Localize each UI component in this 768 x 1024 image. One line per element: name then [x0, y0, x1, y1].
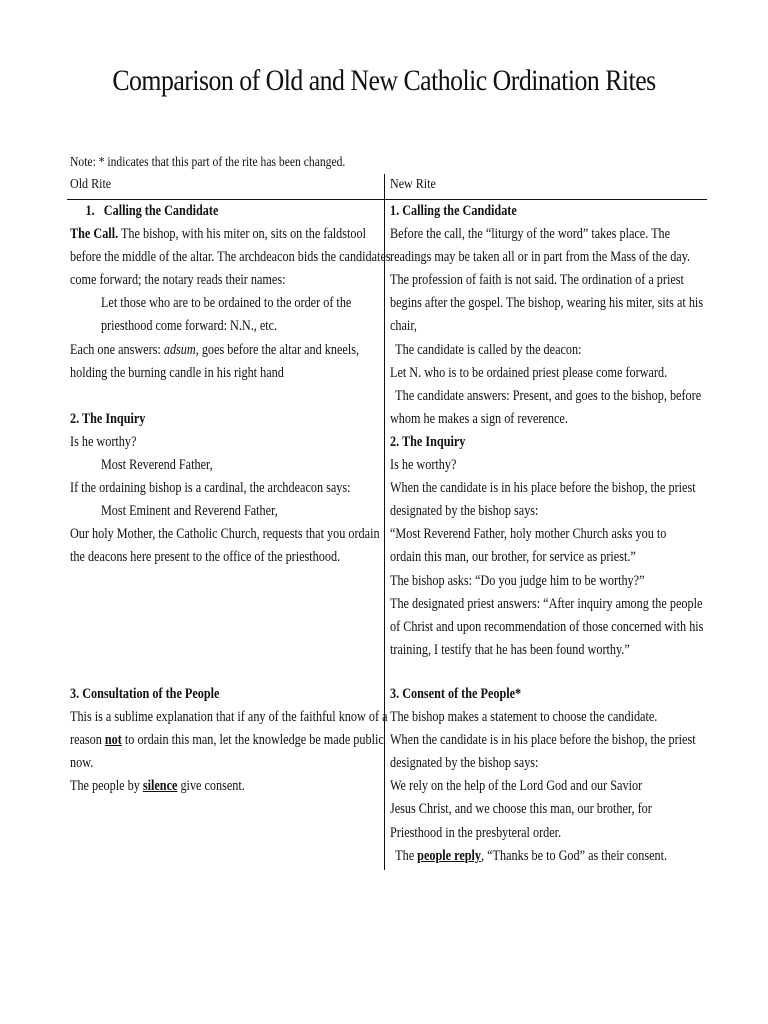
old-s3-text: The people by	[70, 778, 143, 795]
new-s2-line: When the candidate is in his place before the bishop, the priest	[390, 480, 696, 497]
new-s2-line: ordain this man, our brother, for service as priest.”	[390, 549, 636, 566]
new-rite-column-section-3	[390, 683, 708, 868]
old-s1-line	[70, 223, 367, 246]
header-old-rite: Old Rite	[70, 177, 112, 192]
new-s2-line: Is he worthy?	[390, 457, 457, 474]
old-section-1-heading: 1. Calling the Candidate	[85, 203, 219, 219]
new-s1-line: begins after the gospel. The bishop, wearing his miter, sits at his	[390, 295, 704, 312]
old-s1-line: come forward; the notary reads their names:	[70, 272, 286, 289]
new-s1-line: whom he makes a sign of reverence.	[390, 410, 568, 427]
old-s1-text: Each one answers:	[70, 341, 164, 358]
silence-word: silence	[142, 778, 178, 795]
new-section-1-heading: 1. Calling the Candidate	[390, 203, 517, 219]
old-s1-line: holding the burning candle in his right hand	[70, 364, 284, 381]
new-s1-line: The candidate is called by the deacon:	[395, 341, 582, 358]
new-s1-line: Before the call, the “liturgy of the word” takes place. The	[390, 226, 671, 243]
adsum-word: adsum	[163, 341, 196, 358]
new-s3-line: Priesthood in the presbyteral order.	[390, 824, 562, 841]
old-s3-line	[70, 775, 338, 798]
column-divider	[384, 174, 385, 870]
old-s1-text: , goes before the altar and kneels,	[195, 341, 360, 358]
old-rite-column	[70, 200, 391, 570]
new-s3-line	[390, 845, 668, 868]
old-s1-text: The bishop, with his miter on, sits on the faldstool	[118, 226, 367, 243]
old-s1-line	[70, 339, 360, 362]
old-s2-line: the deacons here present to the office of the priesthood.	[70, 549, 341, 566]
note-text: Note: * indicates that this part of the rite has been changed.	[70, 154, 346, 169]
new-section-3-heading: 3. Consent of the People*	[390, 686, 522, 702]
new-section-2-heading: 2. The Inquiry	[390, 433, 466, 450]
old-s2-line: Is he worthy?	[70, 433, 137, 450]
new-s1-line: readings may be taken all or in part from the Mass of the day.	[390, 249, 691, 266]
new-s2-line: training, I testify that he has been found worthy.”	[390, 641, 630, 658]
old-section-2-heading: 2. The Inquiry	[70, 410, 146, 427]
old-s2-line: Most Reverend Father,	[100, 457, 213, 474]
new-s3-text: , “Thanks be to God” as their consent.	[481, 847, 668, 864]
call-label: The Call.	[70, 226, 119, 243]
people-reply-word: people reply	[417, 847, 482, 864]
new-s2-line: The bishop asks: “Do you judge him to be worthy?”	[390, 572, 645, 589]
old-s3-line	[70, 729, 384, 752]
new-s3-line: The bishop makes a statement to choose the candidate.	[390, 709, 658, 726]
new-s3-line: designated by the bishop says:	[390, 755, 539, 772]
new-s3-line: When the candidate is in his place before the bishop, the priest	[390, 732, 696, 749]
new-s2-line: “Most Reverend Father, holy mother Church asks you to	[390, 526, 667, 543]
new-s3-line: Jesus Christ, and we choose this man, our brother, for	[390, 801, 652, 818]
old-s1-line: priesthood come forward: N.N., etc.	[100, 318, 278, 335]
not-word: not	[104, 732, 122, 749]
new-s1-line: The candidate answers: Present, and goes to the bishop, before	[395, 387, 702, 404]
old-s2-line: Our holy Mother, the Catholic Church, requests that you ordain	[70, 526, 380, 543]
old-s1-line: before the middle of the altar. The archdeacon bids the candidates	[70, 249, 391, 266]
page-title: Comparison of Old and New Catholic Ordination Rites	[112, 64, 656, 97]
new-s2-line: The designated priest answers: “After inquiry among the people	[390, 595, 703, 612]
new-rite-column	[390, 200, 708, 662]
old-s3-text: reason	[70, 732, 105, 749]
new-s2-line: of Christ and upon recommendation of those concerned with his	[390, 618, 704, 635]
new-s3-text: The	[395, 847, 418, 864]
old-s3-text: to ordain this man, let the knowledge be made public	[121, 732, 384, 749]
new-s3-line: We rely on the help of the Lord God and our Savior	[390, 778, 643, 795]
old-section-3-heading: 3. Consultation of the People	[70, 686, 220, 702]
old-s3-line: now.	[70, 755, 94, 772]
old-s1-line: Let those who are to be ordained to the order of the	[100, 295, 352, 312]
old-s3-line: This is a sublime explanation that if any of the faithful know of a	[70, 709, 388, 726]
new-s1-line: The profession of faith is not said. The ordination of a priest	[390, 272, 684, 289]
new-s1-line: Let N. who is to be ordained priest please come forward.	[390, 364, 668, 381]
header-new-rite: New Rite	[390, 177, 436, 192]
new-s2-line: designated by the bishop says:	[390, 503, 539, 520]
old-s3-text: give consent.	[177, 778, 245, 795]
new-s1-line: chair,	[390, 318, 417, 335]
old-s2-line: Most Eminent and Reverend Father,	[100, 503, 278, 520]
old-s2-line: If the ordaining bishop is a cardinal, the archdeacon says:	[70, 480, 351, 497]
old-rite-column-section-3	[70, 683, 388, 798]
